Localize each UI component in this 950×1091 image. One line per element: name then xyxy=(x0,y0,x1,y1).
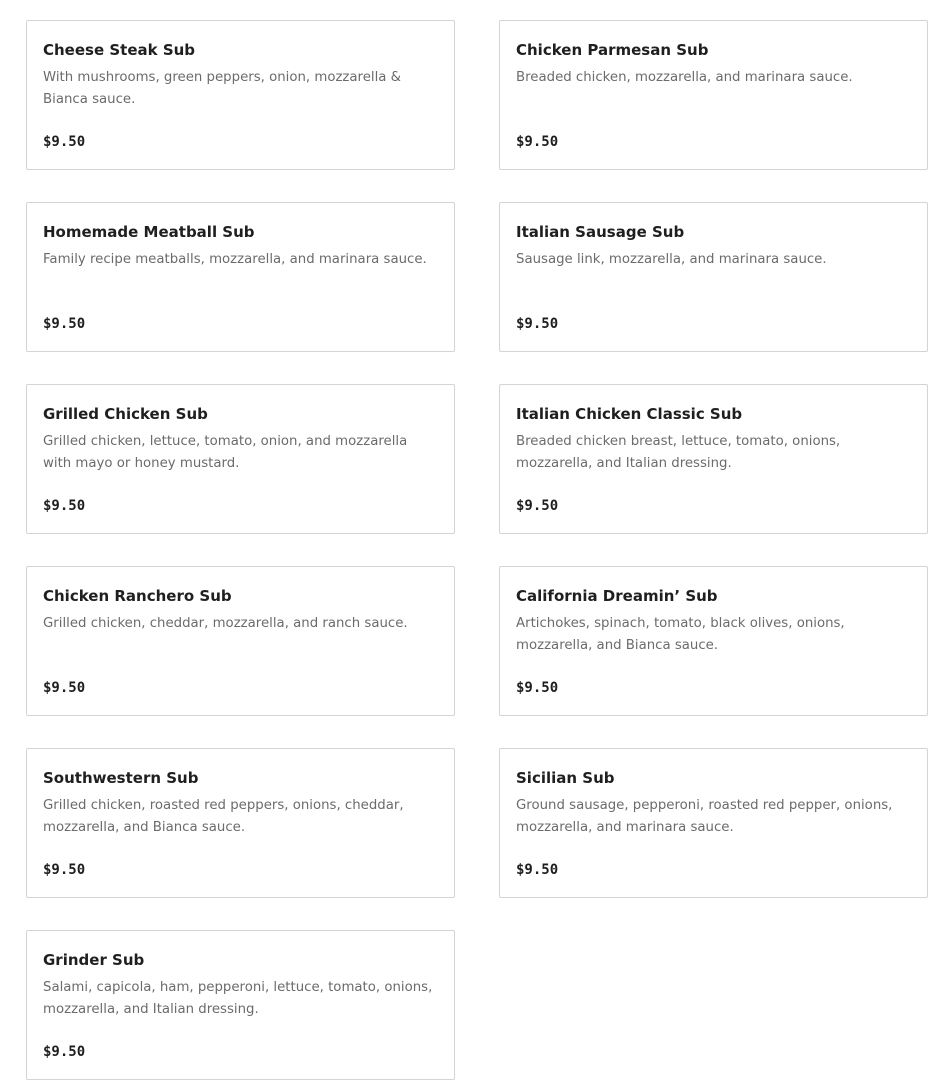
item-price: $9.50 xyxy=(516,134,559,150)
item-name: Italian Sausage Sub xyxy=(516,223,685,241)
menu-item-card[interactable] xyxy=(499,748,928,898)
item-price: $9.50 xyxy=(43,316,86,332)
item-name: Homemade Meatball Sub xyxy=(43,223,255,241)
menu-item-card[interactable] xyxy=(26,20,455,170)
item-price: $9.50 xyxy=(43,1044,86,1060)
menu-item-grid xyxy=(26,20,928,1080)
item-name: Cheese Steak Sub xyxy=(43,41,196,59)
item-price: $9.50 xyxy=(43,862,86,878)
item-name: Sicilian Sub xyxy=(516,769,615,787)
item-price: $9.50 xyxy=(43,498,86,514)
item-description: Salami, capicola, ham, pepperoni, lettuce, tomato, onions, mozzarella, and Italian dressing. xyxy=(43,980,433,1017)
item-name: Chicken Ranchero Sub xyxy=(43,587,232,605)
item-description: Grilled chicken, roasted red peppers, onions, cheddar, mozzarella, and Bianca sauce. xyxy=(43,798,404,835)
item-description: Breaded chicken breast, lettuce, tomato, onions, mozzarella, and Italian dressing. xyxy=(516,434,841,471)
menu-item-card[interactable] xyxy=(26,748,455,898)
menu-item-card[interactable] xyxy=(499,20,928,170)
menu-item-card[interactable] xyxy=(26,384,455,534)
item-name: Italian Chicken Classic Sub xyxy=(516,405,743,423)
item-price: $9.50 xyxy=(516,862,559,878)
item-description: Sausage link, mozzarella, and marinara sauce. xyxy=(516,252,827,267)
item-description: Artichokes, spinach, tomato, black olives, onions, mozzarella, and Bianca sauce. xyxy=(516,616,845,653)
item-price: $9.50 xyxy=(43,134,86,150)
item-price: $9.50 xyxy=(516,316,559,332)
item-name: Grinder Sub xyxy=(43,951,145,969)
menu-item-card[interactable] xyxy=(26,566,455,716)
item-description: Grilled chicken, cheddar, mozzarella, and ranch sauce. xyxy=(43,616,408,631)
item-price: $9.50 xyxy=(516,680,559,696)
item-name: Southwestern Sub xyxy=(43,769,199,787)
menu-item-card[interactable] xyxy=(499,384,928,534)
menu-item-card[interactable] xyxy=(26,930,455,1080)
item-description: Breaded chicken, mozzarella, and marinara sauce. xyxy=(516,70,853,85)
item-price: $9.50 xyxy=(516,498,559,514)
menu-item-card[interactable] xyxy=(499,566,928,716)
menu-item-card[interactable] xyxy=(26,202,455,352)
item-description: Family recipe meatballs, mozzarella, and marinara sauce. xyxy=(43,252,427,267)
item-description: Ground sausage, pepperoni, roasted red pepper, onions, mozzarella, and marinara sauce. xyxy=(516,798,893,835)
item-name: Grilled Chicken Sub xyxy=(43,405,208,423)
menu-item-card[interactable] xyxy=(499,202,928,352)
item-name: California Dreamin’ Sub xyxy=(516,587,718,605)
item-description: Grilled chicken, lettuce, tomato, onion, and mozzarella with mayo or honey mustard. xyxy=(43,434,408,471)
item-name: Chicken Parmesan Sub xyxy=(516,41,709,59)
item-description: With mushrooms, green peppers, onion, mozzarella & Bianca sauce. xyxy=(43,70,402,107)
item-price: $9.50 xyxy=(43,680,86,696)
